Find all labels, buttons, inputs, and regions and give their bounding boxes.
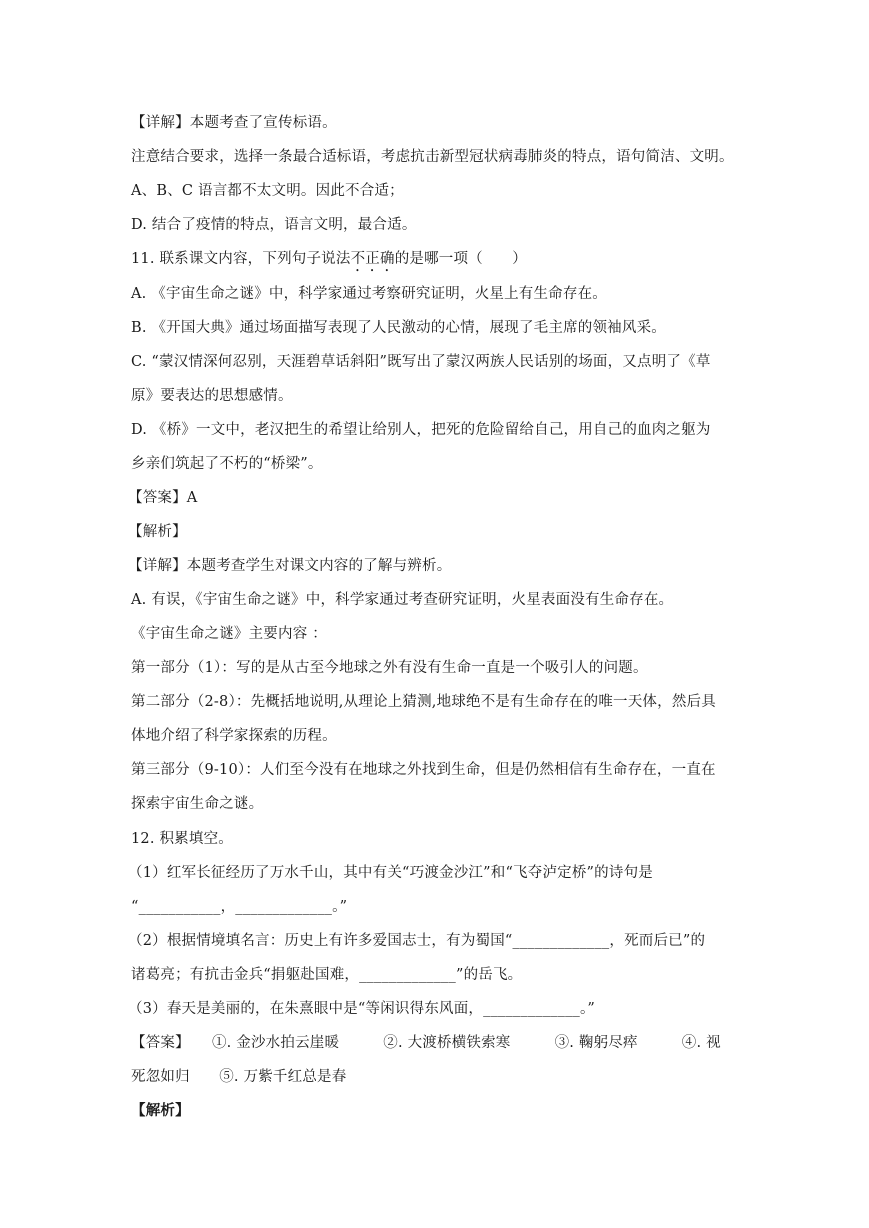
question-12-part-1: （1）红军长征经历了万水千山，其中有关“巧渡金沙江”和“飞夺泸定桥”的诗句是 xyxy=(128,865,653,881)
question-11-tail: 的是哪一项（ ） xyxy=(394,251,527,267)
text-line: 《宇宙生命之谜》主要内容 ： xyxy=(131,626,327,642)
text-line: 注意结合要求，选择一条最合适标语，考虑抗击新型冠状病毒肺炎的特点，语句简洁、文明。 xyxy=(131,149,734,165)
option-a: A. 《宇宙生命之谜》中，科学家通过考察研究证明，火星上有生命存在。 xyxy=(131,286,607,302)
question-12: 12. 积累填空。 xyxy=(131,831,233,847)
option-c: C. “蒙汉情深何忍别，天涯碧草话斜阳”既写出了蒙汉两族人民话别的场面，又点明了《草 xyxy=(131,354,711,370)
detail-heading-10: 【详解】本题考查了宣传标语。 xyxy=(131,115,337,131)
text-line: 第一部分（1）：写的是从古至今地球之外有没有生命一直是一个吸引人的问题。 xyxy=(131,660,648,676)
emphasized-text: 不正确 xyxy=(350,251,395,267)
answer-11: 【答案】A xyxy=(128,490,198,506)
answer-12-continued: 死忽如归 ⑤. 万紫千红总是春 xyxy=(131,1069,347,1085)
question-12-part-1-blanks: “___________，_____________。” xyxy=(131,899,348,915)
question-12-part-2-continued: 诸葛亮；有抗击金兵“捐躯赴国难，_____________”的岳飞。 xyxy=(131,967,523,983)
option-d: D. 《桥》一文中，老汉把生的希望让给别人，把死的危险留给自己，用自己的血肉之躯为 xyxy=(131,422,711,438)
text-line: D. 结合了疫情的特点，语言文明，最合适。 xyxy=(131,217,417,233)
option-d-continued: 乡亲们筑起了不朽的“桥梁”。 xyxy=(131,456,323,472)
question-12-part-2: （2）根据情境填名言：历史上有许多爱国志士，有为蜀国“_____________，死而后已”的 xyxy=(128,933,706,949)
text-line: 探索宇宙生命之谜。 xyxy=(131,796,264,812)
analysis-heading-11: 【解析】 xyxy=(128,524,187,540)
detail-heading-11: 【详解】本题考查学生对课文内容的了解与辨析。 xyxy=(128,558,452,574)
text-line: 第三部分（9-10）：人们至今没有在地球之外找到生命，但是仍然相信有生命存在，一直在 xyxy=(131,762,716,778)
option-c-continued: 原》要表达的思想感情。 xyxy=(131,388,293,404)
text-line: A、B、C 语言都不太文明。因此不合适； xyxy=(131,183,404,199)
text-line: A. 有误，《宇宙生命之谜》中，科学家通过考查研究证明，火星表面没有生命存在。 xyxy=(131,592,674,608)
question-11 xyxy=(131,249,527,275)
analysis-heading-12: 【解析】 xyxy=(131,1102,190,1119)
question-11-stem: 11. 联系课文内容，下列句子说法 xyxy=(131,251,351,267)
question-12-part-3: （3）春天是美丽的，在朱熹眼中是“等闲识得东风面，_____________。” xyxy=(128,1001,596,1017)
option-b: B. 《开国大典》通过场面描写表现了人民激动的心情，展现了毛主席的领袖风采。 xyxy=(131,320,666,336)
answer-12: 【答案】 ①. 金沙水拍云崖暖 ②. 大渡桥横铁索寒 ③. 鞠躬尽瘁 ④. 视 xyxy=(131,1035,721,1051)
text-line: 体地介绍了科学家探索的历程。 xyxy=(131,728,337,744)
text-line: 第二部分（2-8）：先概括地说明,从理论上猜测,地球绝不是有生命存在的唯一天体，然后具 xyxy=(131,694,716,710)
